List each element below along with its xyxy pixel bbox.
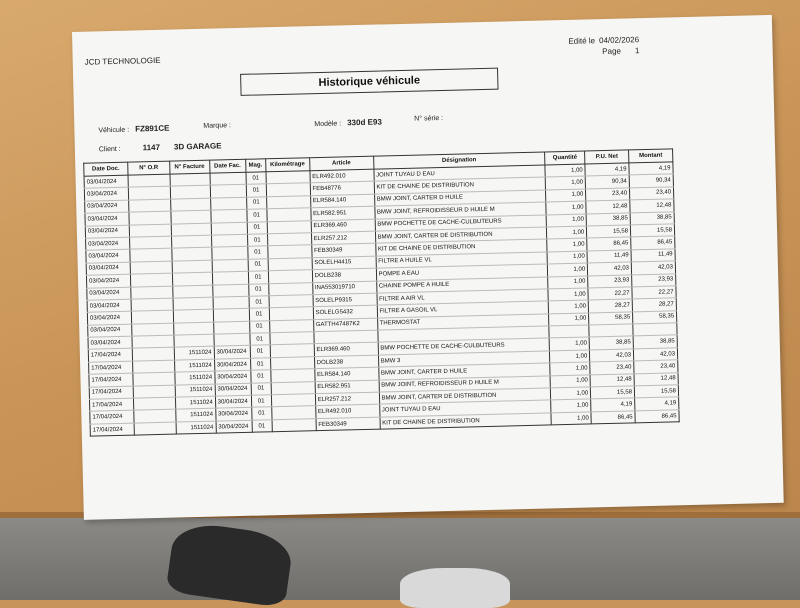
cell-qte: 1,00	[548, 288, 588, 301]
cell-date-doc: 03/04/2024	[84, 175, 128, 188]
cell-date-fac	[211, 234, 247, 247]
cell-montant: 23,40	[630, 187, 674, 200]
cell-montant: 86,45	[631, 236, 675, 249]
cell-qte: 1,00	[546, 189, 586, 202]
cell-pu: 42,03	[587, 262, 631, 275]
cell-mag: 01	[250, 345, 270, 358]
column-header: N° Facture	[169, 160, 209, 174]
cell-designation: BMW POCHETTE DE CACHE-CULBUTEURS	[378, 338, 550, 355]
cell-date-fac	[213, 321, 249, 334]
cell-article: ELR492.010	[310, 169, 374, 183]
column-header: Quantité	[545, 151, 585, 165]
cell-pu	[589, 324, 633, 337]
cell-date-doc: 17/04/2024	[88, 349, 132, 362]
cell-facture	[172, 285, 212, 298]
page-label: Page	[602, 46, 622, 57]
vehicle-field	[98, 124, 169, 135]
cell-pu: 86,45	[591, 411, 635, 424]
cell-date-doc: 17/04/2024	[89, 361, 133, 374]
cell-or	[134, 410, 176, 423]
cell-qte: 1,00	[551, 412, 591, 425]
edit-info	[564, 34, 639, 58]
cell-designation: KIT DE CHAINE DE DISTRIBUTION	[375, 239, 547, 256]
cell-or	[132, 323, 174, 336]
cell-date-doc: 03/04/2024	[86, 249, 130, 262]
cell-km	[271, 394, 315, 407]
cell-km	[272, 418, 316, 431]
cell-montant: 23,40	[634, 360, 678, 373]
cell-facture: 1511024	[176, 421, 216, 434]
cell-km	[267, 245, 311, 258]
marque-label: Marque :	[203, 122, 232, 130]
cell-date-doc: 03/04/2024	[85, 225, 129, 238]
cell-montant: 28,27	[632, 298, 676, 311]
cell-pu: 15,58	[591, 386, 635, 399]
column-header: Mag.	[245, 159, 265, 172]
cell-article: ELR492.010	[315, 405, 379, 419]
cell-montant: 22,27	[632, 286, 676, 299]
cell-qte: 1,00	[550, 375, 590, 388]
cell-designation: CHAINE POMPE A HUILE	[376, 276, 548, 293]
cell-article: ELR257.212	[311, 231, 375, 245]
cell-mag: 01	[250, 333, 270, 346]
edited-date: 04/02/2026	[598, 35, 640, 46]
cell-or	[131, 298, 173, 311]
client-label: Client :	[98, 145, 121, 154]
cell-km	[270, 332, 314, 345]
cell-or	[129, 236, 171, 249]
cell-date-doc: 03/04/2024	[86, 237, 130, 250]
cell-km	[269, 295, 313, 308]
cell-facture	[171, 210, 211, 223]
edited-label: Edité le	[568, 36, 596, 46]
cell-date-doc: 03/04/2024	[85, 200, 129, 213]
cell-date-fac: 30/04/2024	[215, 383, 251, 396]
cell-designation: BMW POCHETTE DE CACHE-CULBUTEURS	[375, 215, 547, 232]
cell-date-fac	[211, 209, 247, 222]
cell-montant: 12,48	[630, 199, 674, 212]
cell-mag: 01	[247, 234, 267, 247]
cell-facture	[171, 223, 211, 236]
cell-date-doc: 03/04/2024	[85, 212, 129, 225]
cell-mag: 01	[246, 172, 266, 185]
cell-date-doc: 03/04/2024	[88, 324, 132, 337]
cell-pu: 58,35	[589, 312, 633, 325]
cell-or	[133, 397, 175, 410]
cell-pu: 22,27	[588, 287, 632, 300]
modele-label: Modèle :	[314, 120, 342, 129]
cell-pu: 90,34	[585, 175, 629, 188]
serie-label: N° série :	[414, 114, 444, 123]
cell-km	[266, 196, 310, 209]
cell-km	[266, 183, 310, 196]
cell-date-fac: 30/04/2024	[215, 370, 251, 383]
cell-pu: 38,85	[586, 212, 630, 225]
cell-qte: 1,00	[548, 300, 588, 313]
cell-mag: 01	[247, 246, 267, 259]
cell-facture: 1511024	[174, 359, 214, 372]
cell-montant: 90,34	[629, 174, 673, 187]
cell-mag: 01	[248, 271, 268, 284]
cell-article: FEB30349	[311, 243, 375, 257]
cell-facture: 1511024	[176, 409, 216, 422]
cell-montant: 15,58	[630, 224, 674, 237]
cell-montant: 38,85	[630, 211, 674, 224]
cell-date-doc: 03/04/2024	[87, 287, 131, 300]
cell-km	[268, 257, 312, 270]
column-header: Date Doc.	[84, 162, 128, 176]
cell-mag: 01	[246, 184, 266, 197]
vehicle-label: Véhicule :	[98, 126, 130, 135]
cell-facture	[170, 173, 210, 186]
cell-designation: POMPE A EAU	[376, 264, 548, 281]
cell-km	[268, 282, 312, 295]
cell-facture	[170, 198, 210, 211]
cell-km	[270, 357, 314, 370]
cell-montant: 42,03	[631, 261, 675, 274]
cell-montant: 12,48	[634, 372, 678, 385]
cell-designation: KIT DE CHAINE DE DISTRIBUTION	[380, 413, 552, 430]
shoe-right	[400, 568, 510, 608]
cell-km	[267, 208, 311, 221]
cell-facture	[172, 247, 212, 260]
cell-designation: KIT DE CHAINE DE DISTRIBUTION	[374, 177, 546, 194]
cell-montant: 58,35	[633, 311, 677, 324]
column-header: Désignation	[373, 152, 545, 169]
cell-mag: 01	[251, 382, 271, 395]
cell-designation: FILTRE A AIR VL	[377, 289, 549, 306]
cell-qte: 1,00	[551, 387, 591, 400]
cell-designation: BMW JOINT, REFROIDISSEUR D HUILE M	[374, 202, 546, 219]
company-name: JCD TECHNOLOGIE	[84, 55, 161, 67]
column-header: Date Fac.	[209, 159, 245, 173]
cell-date-doc: 17/04/2024	[89, 398, 133, 411]
cell-qte: 1,00	[547, 238, 587, 251]
cell-mag: 01	[250, 370, 270, 383]
cell-date-fac: 30/04/2024	[214, 346, 250, 359]
cell-km	[268, 270, 312, 283]
cell-qte: 1,00	[549, 337, 589, 350]
cell-or	[129, 224, 171, 237]
cell-mag: 01	[247, 209, 267, 222]
cell-montant	[633, 323, 677, 336]
cell-km	[271, 406, 315, 419]
cell-article: ELR369.460	[311, 219, 375, 233]
cell-pu: 23,40	[586, 188, 630, 201]
cell-montant: 42,03	[633, 348, 677, 361]
cell-date-fac	[212, 284, 248, 297]
cell-facture	[173, 297, 213, 310]
cell-qte: 1,00	[547, 226, 587, 239]
cell-or	[133, 385, 175, 398]
cell-pu: 4,19	[591, 398, 635, 411]
client-number: 1147	[142, 142, 161, 153]
cell-date-doc: 03/04/2024	[87, 311, 131, 324]
cell-facture	[173, 322, 213, 335]
cell-article: ELR582.951	[315, 380, 379, 394]
cell-date-fac	[210, 185, 246, 198]
cell-facture	[173, 309, 213, 322]
cell-km	[266, 171, 310, 184]
cell-mag: 01	[249, 296, 269, 309]
cell-article: INA553019710	[312, 281, 376, 295]
cell-qte: 1,00	[550, 350, 590, 363]
vehicle-value: FZ891CE	[135, 123, 170, 134]
cell-designation: FILTRE A HUILE VL	[376, 252, 548, 269]
cell-facture: 1511024	[175, 396, 215, 409]
cell-qte: 1,00	[546, 214, 586, 227]
cell-or	[130, 248, 172, 261]
cell-montant: 15,58	[634, 385, 678, 398]
cell-qte: 1,00	[546, 201, 586, 214]
column-header: P.U. Net	[585, 150, 629, 164]
cell-date-fac	[214, 333, 250, 346]
cell-designation: FILTRE A GASOIL VL	[377, 301, 549, 318]
cell-pu: 12,48	[590, 374, 634, 387]
client-field	[99, 141, 222, 153]
cell-facture	[172, 260, 212, 273]
cell-qte: 1,00	[551, 399, 591, 412]
cell-article: ELR584.140	[310, 194, 374, 208]
cell-or	[132, 360, 174, 373]
cell-pu: 4,19	[585, 163, 629, 176]
cell-mag: 01	[246, 197, 266, 210]
cell-qte	[549, 325, 589, 338]
cell-designation: JOINT TUYAU D EAU	[379, 400, 551, 417]
cell-date-fac: 30/04/2024	[215, 395, 251, 408]
cell-or	[132, 348, 174, 361]
cell-or	[133, 372, 175, 385]
column-header: Kilométrage	[265, 158, 309, 172]
cell-date-fac	[210, 197, 246, 210]
cell-montant: 23,93	[632, 273, 676, 286]
cell-montant: 86,45	[635, 410, 679, 423]
cell-km	[271, 381, 315, 394]
cell-qte: 1,00	[547, 251, 587, 264]
cell-pu: 23,40	[590, 361, 634, 374]
cell-mag: 01	[250, 358, 270, 371]
cell-mag: 01	[247, 221, 267, 234]
cell-date-fac	[211, 247, 247, 260]
cell-facture	[171, 235, 211, 248]
cell-km	[267, 220, 311, 233]
cell-or	[131, 286, 173, 299]
cell-date-doc: 03/04/2024	[87, 299, 131, 312]
cell-montant: 38,85	[633, 335, 677, 348]
cell-mag: 01	[251, 407, 271, 420]
cell-facture	[170, 186, 210, 199]
cell-km	[267, 233, 311, 246]
cell-km	[270, 369, 314, 382]
cell-date-doc: 17/04/2024	[90, 423, 134, 436]
cell-pu: 38,85	[589, 336, 633, 349]
cell-km	[269, 319, 313, 332]
cell-article: ELR582.951	[310, 206, 374, 220]
cell-designation: BMW JOINT, CARTER D HUILE	[378, 363, 550, 380]
client-name: 3D GARAGE	[173, 141, 222, 152]
cell-pu: 23,93	[588, 274, 632, 287]
cell-or	[129, 211, 171, 224]
cell-pu: 86,45	[587, 237, 631, 250]
cell-designation: THERMOSTAT	[377, 314, 549, 331]
modele-value: 330d E93	[347, 117, 382, 128]
cell-facture: 1511024	[175, 384, 215, 397]
cell-or	[128, 174, 170, 187]
cell-or	[128, 187, 170, 200]
cell-article: SOLELG5432	[313, 305, 377, 319]
page-number: 1	[634, 46, 640, 56]
cell-date-fac	[212, 259, 248, 272]
cell-or	[131, 310, 173, 323]
cell-montant: 4,19	[629, 162, 673, 175]
cell-qte: 1,00	[550, 362, 590, 375]
cell-or	[132, 335, 174, 348]
cell-date-doc: 17/04/2024	[90, 411, 134, 424]
cell-pu: 11,49	[587, 250, 631, 263]
cell-mag: 01	[252, 420, 272, 433]
cell-article: SOLELP9315	[313, 293, 377, 307]
cell-article: DOLB238	[314, 355, 378, 369]
cell-mag: 01	[251, 395, 271, 408]
cell-date-fac: 30/04/2024	[216, 420, 252, 433]
cell-pu: 12,48	[586, 200, 630, 213]
cell-mag: 01	[249, 308, 269, 321]
cell-mag: 01	[248, 259, 268, 272]
cell-designation: BMW JOINT, REFROIDISSEUR D HUILE M	[379, 376, 551, 393]
cell-date-doc: 17/04/2024	[89, 373, 133, 386]
cell-date-fac	[213, 309, 249, 322]
cell-date-doc: 17/04/2024	[89, 386, 133, 399]
cell-article: ELR257.212	[315, 392, 379, 406]
column-header: Montant	[629, 149, 673, 163]
cell-date-fac	[210, 172, 246, 185]
cell-article: FEB48776	[310, 182, 374, 196]
cell-date-fac: 30/04/2024	[214, 358, 250, 371]
cell-designation: BMW JOINT, CARTER D HUILE	[374, 190, 546, 207]
cell-article: SOLELH4415	[312, 256, 376, 270]
cell-montant: 11,49	[631, 249, 675, 262]
cell-qte: 1,00	[545, 164, 585, 177]
cell-facture: 1511024	[174, 347, 214, 360]
cell-km	[270, 344, 314, 357]
cell-article: GATTH47487K2	[313, 318, 377, 332]
cell-designation: JOINT TUYAU D EAU	[373, 165, 545, 182]
cell-article: ELR369.460	[314, 343, 378, 357]
cell-designation: BMW JOINT, CARTER DE DISTRIBUTION	[375, 227, 547, 244]
cell-article: FEB30349	[316, 417, 380, 431]
column-header: Article	[309, 156, 373, 171]
cell-mag: 01	[249, 320, 269, 333]
cell-or	[130, 273, 172, 286]
cell-qte: 1,00	[548, 263, 588, 276]
cell-pu: 28,27	[588, 299, 632, 312]
cell-pu: 15,58	[587, 225, 631, 238]
cell-article: ELR584.140	[314, 367, 378, 381]
cell-qte: 1,00	[545, 176, 585, 189]
modele-field	[314, 117, 382, 128]
cell-or	[129, 199, 171, 212]
cell-designation: BMW JOINT, CARTER DE DISTRIBUTION	[379, 388, 551, 405]
column-header: N° O.R	[128, 161, 170, 175]
cell-or	[134, 422, 176, 435]
cell-qte: 1,00	[548, 275, 588, 288]
cell-date-doc: 03/04/2024	[88, 336, 132, 349]
cell-km	[269, 307, 313, 320]
cell-pu: 42,03	[590, 349, 634, 362]
cell-designation: BMW 3	[378, 351, 550, 368]
cell-facture: 1511024	[175, 371, 215, 384]
cell-date-doc: 03/04/2024	[84, 188, 128, 201]
cell-date-fac	[211, 222, 247, 235]
cell-date-doc: 03/04/2024	[86, 274, 130, 287]
cell-article: DOLB238	[312, 268, 376, 282]
document-sheet	[72, 15, 784, 520]
cell-or	[130, 261, 172, 274]
cell-qte: 1,00	[549, 313, 589, 326]
cell-date-doc: 03/04/2024	[86, 262, 130, 275]
document-title: Historique véhicule	[240, 68, 498, 96]
cell-date-fac: 30/04/2024	[215, 408, 251, 421]
cell-mag: 01	[248, 283, 268, 296]
cell-facture	[174, 334, 214, 347]
cell-montant: 4,19	[635, 397, 679, 410]
cell-date-fac	[212, 271, 248, 284]
cell-facture	[172, 272, 212, 285]
cell-date-fac	[213, 296, 249, 309]
